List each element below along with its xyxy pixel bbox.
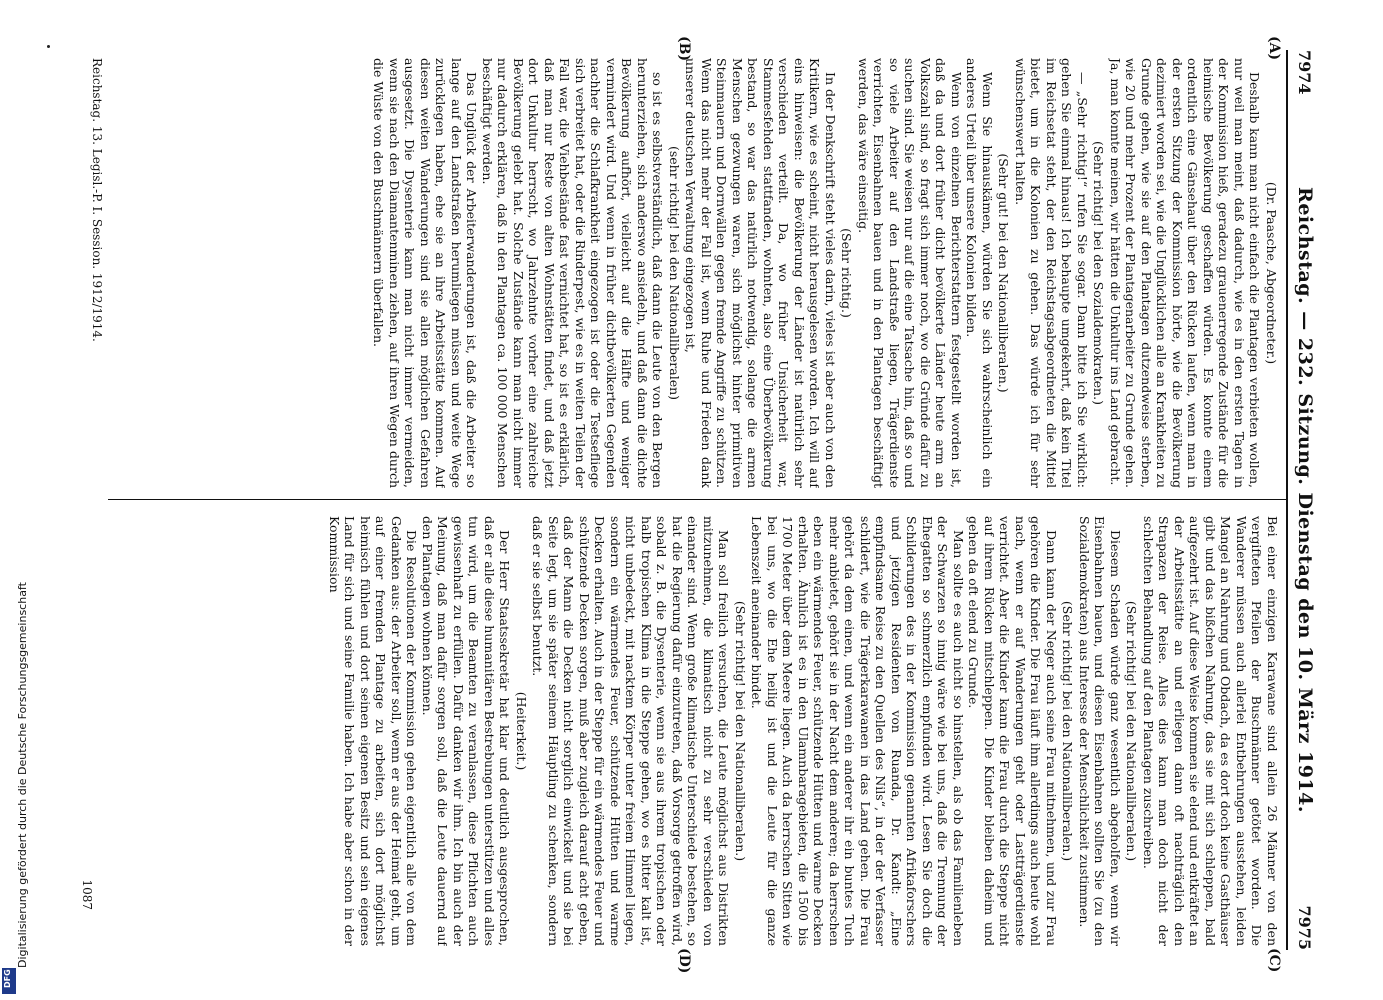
dfg-logo-icon xyxy=(2,968,16,994)
paragraph: so ist es selbstverständlich, daß dann die Leute von den Bergen herunterziehen, sich anderswo ansiedeln, und daß dann die dichte Bevölkerung aufhört, vielleicht auf die Hälfte und weniger vermindert wird. Und wenn in früher dichtbevölkerten Gegenden nachher die Schlafkrankheit eingezogen ist oder die Tsetsefliege sich verbreitet hat, oder die Rinderpest, wie es in weiten Teilen der Fall war, die Viehbestände fast vernichtet hat, so ist es erklärlich, daß man nur Reste von alten Wohnstätten findet, und daß jetzt dort Unkultur herrscht, wo Jahrzehnte vorher eine zahlreiche Bevölkerung gelebt hat. Solche Zustände kann man nicht immer nur dadurch erklären, daß in den Plantagen ca. 100 000 Menschen beschäftigt werden. xyxy=(479,58,665,488)
page-number-left: 7974 xyxy=(1294,50,1314,95)
interjection: (Heiterkeit.) xyxy=(513,691,529,771)
margin-marker-a: (A) xyxy=(1265,36,1282,61)
left-text-column xyxy=(120,58,1280,488)
paragraph: Der Herr Staatssekretär hat klar und deutlich ausgesprochen, daß er alle diese humanitären Bestrebungen unterstützen und alles tun wird, um die Beamten zu veranlassen, diese Pflichten auch gewissenhaft zu erfüllen. Dafür danken wir ihm. Ich bin auch der Meinung, daß man dafür sorgen soll, daß die Leute dauernd auf den Plantagen wohnen können. xyxy=(419,516,512,946)
margin-marker-d: (D) xyxy=(675,948,692,974)
paragraph: — „Sehr richtig!“ rufen Sie sogar. Dann bitte ich Sie wirklich: gehen Sie einmal hinaus! Ich behaupte umgekehrt, daß kein Titel im Reichsetat steht, der den Reichstagsabgeordneten die Mittel bietet, um in die Kolonien zu gehen. Das würde ich für sehr wünschenswert halten. xyxy=(1012,58,1090,488)
margin-marker-b: (B) xyxy=(675,36,692,62)
paragraph: Das Unglück der Arbeiterwanderungen ist, daß die Arbeiter so lange auf den Landstraßen herumliegen müssen und weite Wege zurücklegen haben, ehe sie an ihre Arbeitsstätte kommen. Auf diesen weiten Wanderungen sind sie allen möglichen Gefahren ausgesetzt. Die Dysenterie kann man nicht immer vermeiden, wenn sie nach den Diamantenminen ziehen, auf ihren Wegen durch die Wüste von den Buschmännern überfallen. xyxy=(371,58,479,488)
page-header xyxy=(1288,50,1322,950)
paragraph: In der Denkschrift steht vieles darin, vieles ist aber auch von den Kritikern, wie es scheint, nicht herausgelesen worden. Ich will auf eins hinweisen: die Bevölkerung der Länder ist natürlich sehr verschieden verteilt. Da, wo früher Unsicherheit war, Stammesfehden stattfanden, wohnten, also eine Überbevölkerung bestand, so war das natürlich notwendig, solange die armen Menschen gezwungen waren, sich möglichst hinter primitiven Steinmauern und Dornwällen gegen fremde Angriffe zu schützen. Wenn das nicht mehr der Fall ist, wenn Ruhe und Frieden dank unserer deutschen Verwaltung eingezogen ist, xyxy=(683,58,838,488)
paragraph: Man soll freilich versuchen, die Leute möglichst aus Distrikten mitzunehmen, die klimatisch nicht zu sehr verschieden von einander sind. Wenn große klimatische Unterschiede bestehen, so hat die Regierung dafür einzutreten, daß Vorsorge getroffen wird, sobald z. B. die Dysenterie, wenn sie aus ihrem tropischen oder halb tropischen Klima in die Steppe gehen, wo es bitter kalt ist, nicht unbedeckt, mit nacktem Körper unter freiem Himmel liegen, sondern ein wärmendes Feuer, schützende Hütten und warme Decken erhalten. Auch in der Steppe für ein wärmendes Feuer und schützende Decken sorgen, muß aber zugleich darauf acht geben, daß der Mann die Decken nicht sorglich einwickelt und sie bei Seite legt, um sie später seinem Häuptling zu schenken, sondern daß er sie selbst benutzt. xyxy=(530,516,731,946)
paragraph: Bei einer einzigen Karawane sind allein 26 Männer von den vergifteten Pfeilen der Buschmänner getötet worden. Die Wanderer müssen auch allerlei Entbehrungen ausstehen, leiden Mangel an Nahrung und Obdach, da es dort doch keine Gasthäuser gibt und das bißchen Nahrung, das sie mit sich schleppen, bald aufgezehrt ist. Auf diese Weise kommen sie elend und entkräftet an der Arbeitsstätte an und erliegen dann oft nachträglich den Strapazen der Reise. Alles dies kann man doch nicht der schlechten Behandlung auf den Plantagen zuschreiben. xyxy=(1140,516,1280,946)
paragraph: Wenn von einzelnen Berichterstattern festgestellt worden ist, daß da und dort früher dicht bevölkerte Länder heute arm an Volkszahl sind, so fragt sich immer noch, wo die Gründe dafür zu suchen sind. Sie weisen nur auf die eine Tatsache hin, daß so und so viele Arbeiter auf den Landstraße liegen, Trägerdienste verrichten, Eisenbahnen bauen und in den Plantagen beschäftigt werden, das wäre einseitig. xyxy=(855,58,964,488)
interjection: (Sehr richtig! bei den Sozialdemokraten.) xyxy=(1091,141,1106,405)
digitization-credit xyxy=(2,582,29,992)
session-footer: Reichstag. 13. Legisl.-P. I. Session. 1912/1914. xyxy=(89,58,104,342)
interjection: (Sehr gut! bei den Nationalliberalen.) xyxy=(996,153,1011,393)
paragraph: Diesem Schaden würde ganz wesentlich abgeholfen, wenn wir Eisenbahnen bauen, und diesen Eisenbahnen sollten Sie (zu den Sozialdemokraten) aus Interesse der Menschlichkeit zustimmen. xyxy=(1076,516,1123,946)
page-number-right: 7975 xyxy=(1294,905,1314,950)
running-title: Reichstag. — 232. Sitzung. Dienstag den 10. März 1914. xyxy=(1293,187,1316,813)
logo-text: DFG xyxy=(3,969,12,988)
paragraph: Man sollte es auch nicht so hinstellen, als ob das Familienleben der Schwarzen so innig wäre wie bei uns, daß die Trennung der Ehegatten so schmerzlich empfunden wird. Lesen Sie doch die Schilderungen des in der Kommission genannten Afrikaforschers und jetzigen Residenten von Ruanda, Dr. Kandt: „Eine empfindsame Reise zu den Quellen des Nils“, in der der Verfasser schildert, wie die Trägerkarawanen in das Land gehen. Die Frau gehört da dem einen, und wenn ein anderer ihr ein buntes Tuch mehr anbietet, gehört sie in der Nacht dem anderen; da herrschen eben ein wärmendes Feuer, schützende Hütten und warme Decken erhalten. Ähnlich ist es in den Ulamnbaragebieten, die 1500 bis 1700 Meter über dem Meere liegen. Auch da herrschen Sitten wie bei uns, wo die Ehe heilig ist und die Leute für die ganze Lebenszeit aneinander bindet. xyxy=(749,516,966,946)
scan-speck xyxy=(47,45,50,48)
column-divider xyxy=(108,499,1286,500)
right-text-column xyxy=(120,516,1280,946)
margin-marker-c: (C) xyxy=(1265,948,1282,973)
interjection: (Sehr richtig! bei den Nationalliberalen.) xyxy=(1060,600,1075,862)
paragraph: Die Resolutionen der Kommission gehen eigentlich alle von dem Gedanken aus: der Arbeiter soll, wenn er aus der Heimat geht, um auf einer fremden Plantage zu arbeiten, sich dort möglichst heimisch fühlen und dort seinen eigenen Besitz und sein eigenes Land für sich und seine Familie haben. Ich habe aber schon in der Kommission xyxy=(326,516,419,946)
interjection: (sehr richtig! bei den Nationalliberalen) xyxy=(666,145,682,401)
interjection: (Sehr richtig.) xyxy=(839,228,854,318)
sheet-number: 1087 xyxy=(79,879,94,910)
paragraph: Deshalb kann man nicht einfach die Plantagen verbieten wollen, nur weil man meint, daß dadurch, wie es in den ersten Tagen in der Kommission hieß, geradezu grauenerregende Zustände für die heimische Bevölkerung geschaffen würden. Es konnte einem ordentlich eine Gänsehaut über den Rücken laufen, wenn man in der ersten Sitzung der Kommission hörte, wie die Bevölkerung dezimiert worden sei, wie die Unglücklichen alle an Krankheiten zu Grunde gehen, wie sie auf den Plantagen dutzendweise sterben, wie 20 und mehr Prozent der Plantagenarbeiter zu Grunde gehen. Ja, man konnte meinen, wir hätten die Unkultur ins Land gebracht. xyxy=(1107,58,1262,488)
credit-text: Digitalisierung gefördert durch die Deutsche Forschungsgemeinschaft xyxy=(16,582,29,968)
interjection: (Sehr richtig! bei den Nationalliberalen.) xyxy=(1124,600,1139,862)
interjection: (Sehr richtig! bei den Nationalliberalen.) xyxy=(732,600,748,862)
paragraph: Wenn Sie hinauskämen, würden Sie sich wahrscheinlich ein anderes Urteil über unsere Kolonien bilden. xyxy=(964,58,995,488)
header-rule xyxy=(1286,50,1288,950)
speaker-line: (Dr. Paasche, Abgeordneter.) xyxy=(1263,181,1279,365)
paragraph: Dann kann der Neger auch seine Frau mitnehmen, und zur Frau gehören die Kinder. Die Frau läuft ihm allerdings auch heute wohl nach, wenn er auf Wanderungen geht oder Lastträgerdienste verrichtet. Aber die Kinder kann die Frau durch die Steppe nicht auf ihrem Rücken mitschleppen. Die Kinder bleiben daheim und gehen da oft elend zu Grunde. xyxy=(966,516,1059,946)
document-page xyxy=(52,30,1332,974)
